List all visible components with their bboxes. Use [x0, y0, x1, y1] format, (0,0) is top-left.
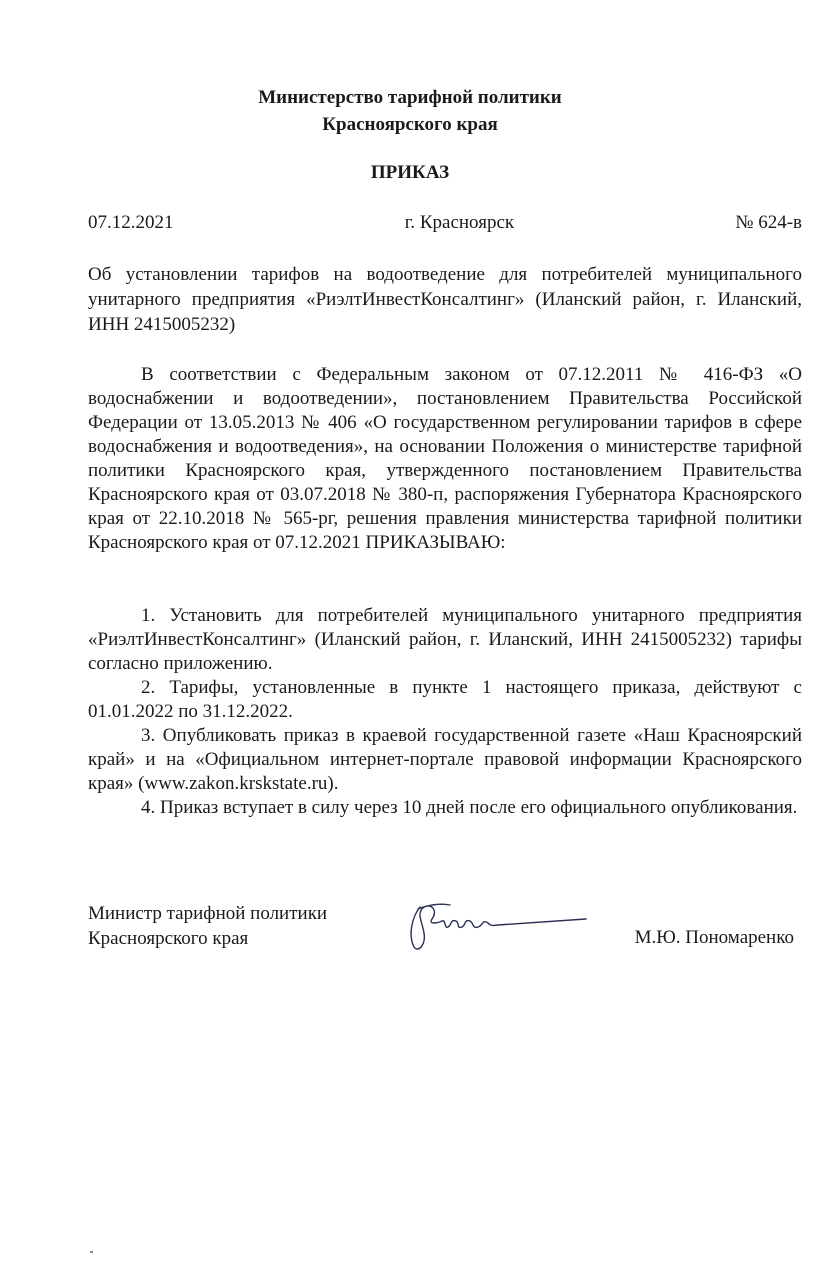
signer-title [88, 901, 327, 951]
document-city: г. Красноярск [404, 212, 515, 233]
order-items [88, 604, 802, 820]
ministry-name: Министерство тарифной политики [258, 87, 562, 108]
handwritten-signature [398, 895, 598, 965]
document-type: ПРИКАЗ [370, 162, 450, 183]
order-item-1: 1. Установить для потребителей муниципального унитарного предприятия «РиэлтИнвестКонсалтинг» (Иланский район, г. Иланский, ИНН 2415005232) тарифы согласно приложению. [88, 605, 802, 674]
preamble-text: В соответствии с Федеральным законом от 07.12.2011 № 416-ФЗ «О водоснабжении и водоотведении», постановлением Правительства Российской Федерации от 13.05.2013 № 406 «О государственном регулировании тарифов в сфере водоснабжения и водоотведения», на основании Положения о министерстве тарифной политики Красноярского края, утвержденного постановлением Правительства Красноярского края от 03.07.2018 № 380-п, распоряжения Губернатора Красноярского края от 22.10.2018 № 565-рг, решения правления министерства тарифной политики Красноярского края от 07.12.2021 ПРИКАЗЫВАЮ: [88, 364, 802, 553]
signer-title-line-1: Министр тарифной политики [88, 903, 328, 924]
scan-artifact [90, 1251, 93, 1253]
document-date: 07.12.2021 [88, 212, 174, 233]
signer-title-line-2: Красноярского края [88, 928, 249, 949]
preamble [88, 363, 802, 555]
region-name: Красноярского края [322, 114, 498, 135]
order-item-4: 4. Приказ вступает в силу через 10 дней после его официального опубликования. [141, 797, 798, 818]
document-meta [88, 212, 802, 234]
document-number: № 624-в [735, 212, 802, 233]
order-item-2: 2. Тарифы, установленные в пункте 1 настоящего приказа, действуют с 01.01.2022 по 31.12.2022. [88, 677, 802, 722]
order-item-3: 3. Опубликовать приказ в краевой государственной газете «Наш Красноярский край» и на «Официальном интернет-портале правовой информации Красноярского края» (www.zakon.krskstate.ru). [88, 725, 802, 794]
signer-name: М.Ю. Пономаренко [634, 927, 794, 948]
document-subject: Об установлении тарифов на водоотведение для потребителей муниципального унитарного предприятия «РиэлтИнвестКонсалтинг» (Иланский район, г. Иланский, ИНН 2415005232) [88, 264, 802, 335]
